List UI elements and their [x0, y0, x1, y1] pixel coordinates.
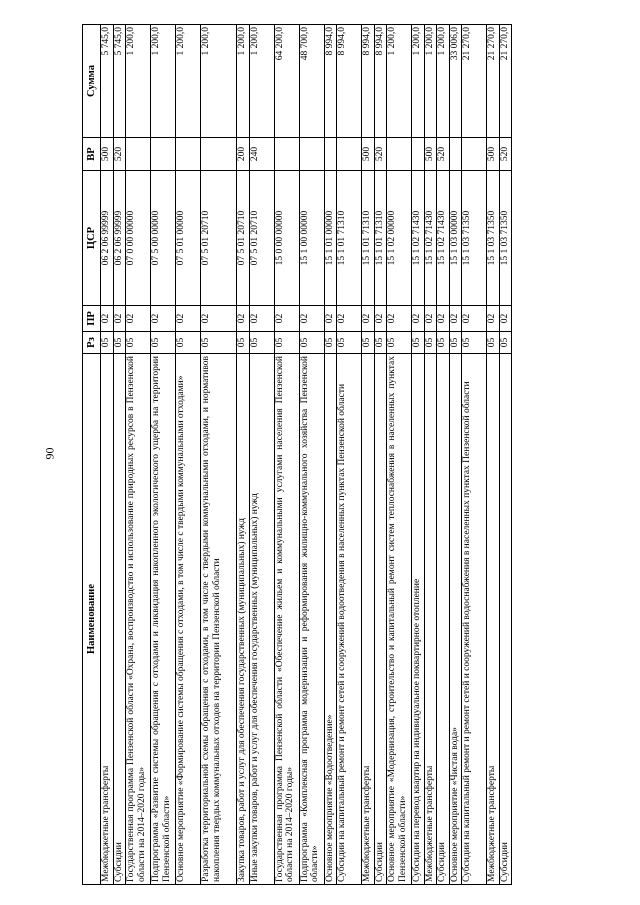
cell-name: Основное мероприятие «Формирование системы обращения с отходами, в том числе с твердыми коммунальными отходами» [176, 354, 201, 885]
table-row [387, 25, 412, 885]
cell-name: Основное мероприятие «Водоотведение» [324, 354, 337, 885]
cell-name: Субсидии [374, 354, 387, 885]
cell-rz: 05 [412, 332, 425, 354]
cell-name: Субсидии [437, 354, 450, 885]
cell-sum: 1 200,0 [151, 25, 176, 138]
header-rz: Рз [83, 332, 101, 354]
cell-pr: 02 [101, 306, 114, 332]
cell-csr: 07 5 01 20710 [237, 171, 250, 306]
table-row [101, 25, 114, 885]
cell-name: Подпрограмма «Развитие системы обращения с отходами и ликвидация накопленного экологического ущерба на территории Пензенской области» [151, 354, 176, 885]
cell-csr: 06 2 06 99999 [113, 171, 126, 306]
cell-rz: 05 [274, 332, 299, 354]
cell-name: Субсидии [499, 354, 512, 885]
table-row [487, 25, 500, 885]
cell-pr: 02 [113, 306, 126, 332]
table-row [237, 25, 250, 885]
cell-csr: 15 1 01 00000 [324, 171, 337, 306]
cell-csr: 06 2 06 99999 [101, 171, 114, 306]
cell-csr: 15 1 03 71350 [462, 171, 487, 306]
cell-rz: 05 [151, 332, 176, 354]
cell-rz: 05 [324, 332, 337, 354]
table-row [299, 25, 324, 885]
cell-csr: 15 1 02 71430 [437, 171, 450, 306]
cell-csr: 15 1 00 00000 [299, 171, 324, 306]
cell-name: Закупка товаров, работ и услуг для обеспечения государственных (муниципальных) нужд [237, 354, 250, 885]
cell-sum: 64 200,0 [274, 25, 299, 138]
cell-sum: 1 200,0 [424, 25, 437, 138]
cell-pr: 02 [437, 306, 450, 332]
cell-csr: 07 5 01 20710 [249, 171, 274, 306]
cell-pr: 02 [412, 306, 425, 332]
cell-pr: 02 [499, 306, 512, 332]
cell-rz: 05 [374, 332, 387, 354]
cell-name: Межбюджетные трансферты [487, 354, 500, 885]
cell-csr: 15 1 02 71430 [424, 171, 437, 306]
cell-csr: 15 1 02 71430 [412, 171, 425, 306]
cell-pr: 02 [126, 306, 151, 332]
table-row [437, 25, 450, 885]
cell-sum: 8 994,0 [374, 25, 387, 138]
cell-sum: 5 745,0 [101, 25, 114, 138]
table-row [324, 25, 337, 885]
budget-table [82, 24, 512, 885]
cell-vr [337, 138, 362, 171]
cell-csr: 15 1 01 71310 [374, 171, 387, 306]
cell-pr: 02 [151, 306, 176, 332]
cell-pr: 02 [337, 306, 362, 332]
cell-rz: 05 [462, 332, 487, 354]
cell-rz: 05 [387, 332, 412, 354]
cell-vr [126, 138, 151, 171]
table-row [337, 25, 362, 885]
cell-pr: 02 [274, 306, 299, 332]
cell-rz: 05 [424, 332, 437, 354]
cell-vr [412, 138, 425, 171]
cell-csr: 15 1 03 00000 [449, 171, 462, 306]
cell-name: Иные закупки товаров, работ и услуг для обеспечения государственных (муниципальных) нужд [249, 354, 274, 885]
cell-rz: 05 [437, 332, 450, 354]
cell-name: Субсидии на капитальный ремонт и ремонт сетей и сооружений водоснабжения в населенных пунктах Пензенской области [462, 354, 487, 885]
table-row [113, 25, 126, 885]
cell-csr: 15 1 01 71310 [362, 171, 375, 306]
cell-rz: 05 [201, 332, 237, 354]
cell-vr [324, 138, 337, 171]
cell-csr: 15 1 03 71350 [487, 171, 500, 306]
cell-csr: 15 1 01 71310 [337, 171, 362, 306]
cell-vr [387, 138, 412, 171]
cell-name: Государственная программа Пензенской области «Охрана, воспроизводство и использование природных ресурсов в Пензенской области на 2014–2020 годы» [126, 354, 151, 885]
cell-sum: 48 700,0 [299, 25, 324, 138]
cell-pr: 02 [299, 306, 324, 332]
cell-pr: 02 [424, 306, 437, 332]
cell-vr [151, 138, 176, 171]
header-pr: ПР [83, 306, 101, 332]
cell-csr: 15 1 03 71350 [499, 171, 512, 306]
cell-vr: 200 [237, 138, 250, 171]
cell-sum: 1 200,0 [412, 25, 425, 138]
cell-rz: 05 [126, 332, 151, 354]
table-row [449, 25, 462, 885]
cell-name: Субсидии [113, 354, 126, 885]
cell-name: Субсидии на капитальный ремонт и ремонт сетей и сооружений водоотведения в населенных пунктах Пензенской области [337, 354, 362, 885]
cell-pr: 02 [249, 306, 274, 332]
table-row [249, 25, 274, 885]
cell-rz: 05 [449, 332, 462, 354]
cell-pr: 02 [487, 306, 500, 332]
cell-vr: 240 [249, 138, 274, 171]
cell-name: Межбюджетные трансферты [101, 354, 114, 885]
cell-vr: 520 [113, 138, 126, 171]
table-row [462, 25, 487, 885]
cell-sum: 21 270,0 [487, 25, 500, 138]
cell-name: Государственная программа Пензенской области «Обеспечение жильем и коммунальными услугами населения Пензенской области на 2014–2020 годы» [274, 354, 299, 885]
cell-csr: 15 1 02 00000 [387, 171, 412, 306]
cell-rz: 05 [299, 332, 324, 354]
cell-pr: 02 [201, 306, 237, 332]
cell-vr: 500 [362, 138, 375, 171]
cell-sum: 33 006,0 [449, 25, 462, 138]
cell-vr [449, 138, 462, 171]
cell-sum: 1 200,0 [237, 25, 250, 138]
cell-csr: 07 0 00 00000 [126, 171, 151, 306]
table-row [201, 25, 237, 885]
cell-sum: 8 994,0 [337, 25, 362, 138]
header-vr: ВР [83, 138, 101, 171]
table-row [126, 25, 151, 885]
cell-pr: 02 [387, 306, 412, 332]
cell-name: Подпрограмма «Комплексная программа модернизации и реформирования жилищно-коммунального хозяйства Пензенской области» [299, 354, 324, 885]
cell-vr: 520 [374, 138, 387, 171]
cell-rz: 05 [113, 332, 126, 354]
rotated-table-container [82, 25, 567, 885]
cell-sum: 8 994,0 [362, 25, 375, 138]
cell-sum: 1 200,0 [201, 25, 237, 138]
table-header-row [83, 25, 101, 885]
header-sum: Сумма [83, 25, 101, 138]
cell-name: Межбюджетные трансферты [424, 354, 437, 885]
table-row [499, 25, 512, 885]
cell-rz: 05 [362, 332, 375, 354]
table-row [362, 25, 375, 885]
table-row [412, 25, 425, 885]
cell-sum: 1 200,0 [437, 25, 450, 138]
cell-vr: 520 [499, 138, 512, 171]
cell-name: Субсидии на перевод квартир на индивидуальное поквартирное отопление [412, 354, 425, 885]
cell-csr: 07 5 00 00000 [151, 171, 176, 306]
cell-pr: 02 [374, 306, 387, 332]
cell-csr: 07 5 01 00000 [176, 171, 201, 306]
cell-name: Основное мероприятие «Чистая вода» [449, 354, 462, 885]
table-row [151, 25, 176, 885]
cell-rz: 05 [487, 332, 500, 354]
cell-pr: 02 [324, 306, 337, 332]
cell-vr [299, 138, 324, 171]
cell-pr: 02 [362, 306, 375, 332]
cell-vr [274, 138, 299, 171]
cell-sum: 1 200,0 [126, 25, 151, 138]
cell-vr: 500 [487, 138, 500, 171]
cell-sum: 1 200,0 [176, 25, 201, 138]
cell-rz: 05 [337, 332, 362, 354]
cell-sum: 5 745,0 [113, 25, 126, 138]
cell-sum: 1 200,0 [249, 25, 274, 138]
cell-vr: 520 [437, 138, 450, 171]
cell-pr: 02 [462, 306, 487, 332]
table-row [176, 25, 201, 885]
cell-vr [201, 138, 237, 171]
cell-pr: 02 [449, 306, 462, 332]
cell-name: Разработка территориальной схемы обращения с отходами, в том числе с твердыми коммунальными отходами, и нормативов накопления твердых коммунальных отходов на территории Пензенской области [201, 354, 237, 885]
cell-pr: 02 [176, 306, 201, 332]
cell-csr: 07 5 01 20710 [201, 171, 237, 306]
cell-sum: 21 270,0 [499, 25, 512, 138]
table-row [274, 25, 299, 885]
cell-vr [176, 138, 201, 171]
cell-rz: 05 [176, 332, 201, 354]
cell-rz: 05 [237, 332, 250, 354]
cell-name: Основное мероприятие «Модернизация, строительство и капитальный ремонт систем теплоснабжения в населенных пунктах Пензенской области» [387, 354, 412, 885]
table-row [374, 25, 387, 885]
cell-csr: 15 0 00 00000 [274, 171, 299, 306]
cell-rz: 05 [499, 332, 512, 354]
cell-rz: 05 [101, 332, 114, 354]
cell-vr [462, 138, 487, 171]
cell-vr: 500 [424, 138, 437, 171]
header-csr: ЦСР [83, 171, 101, 306]
page-number: 90 [42, 447, 57, 460]
cell-vr: 500 [101, 138, 114, 171]
cell-pr: 02 [237, 306, 250, 332]
cell-rz: 05 [249, 332, 274, 354]
table-row [424, 25, 437, 885]
cell-name: Межбюджетные трансферты [362, 354, 375, 885]
cell-sum: 1 200,0 [387, 25, 412, 138]
header-name: Наименование [83, 354, 101, 885]
cell-sum: 8 994,0 [324, 25, 337, 138]
cell-sum: 21 270,0 [462, 25, 487, 138]
